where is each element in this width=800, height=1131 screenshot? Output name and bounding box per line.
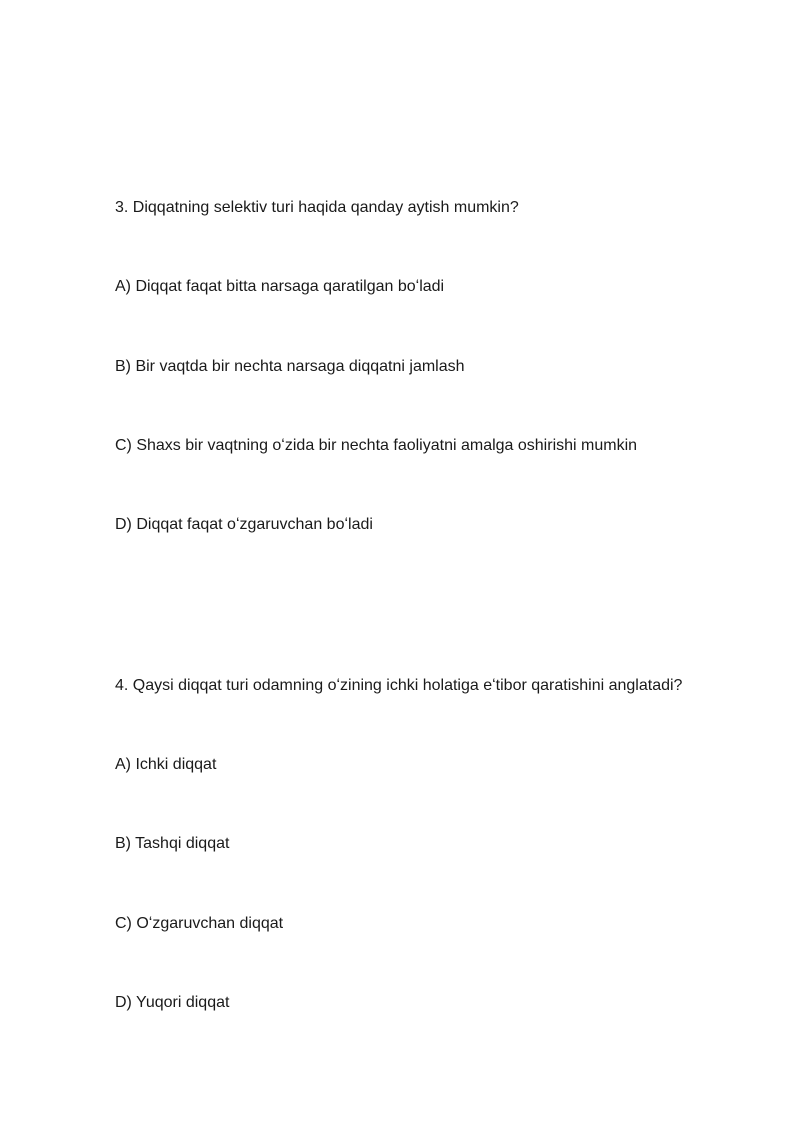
- question-3-text: 3. Diqqatning selektiv turi haqida qanday aytish mumkin?: [115, 199, 519, 216]
- question-4-option-b: B) Tashqi diqqat: [115, 835, 230, 852]
- question-4-option-c: C) Oʻzgaruvchan diqqat: [115, 915, 284, 932]
- question-3-option-a: A) Diqqat faqat bitta narsaga qaratilgan boʻladi: [115, 278, 445, 295]
- question-4-option-d: D) Yuqori diqqat: [115, 994, 230, 1011]
- question-3-option-c: C) Shaxs bir vaqtning oʻzida bir nechta faoliyatni amalga oshirishi mumkin: [115, 437, 638, 454]
- question-4-text: 4. Qaysi diqqat turi odamning oʻzining ichki holatiga eʻtibor qaratishini anglatadi?: [115, 677, 683, 694]
- question-3-option-d: D) Diqqat faqat oʻzgaruvchan boʻladi: [115, 516, 373, 533]
- question-3-option-b: B) Bir vaqtda bir nechta narsaga diqqatni jamlash: [115, 358, 465, 375]
- question-4-option-a: A) Ichki diqqat: [115, 756, 217, 773]
